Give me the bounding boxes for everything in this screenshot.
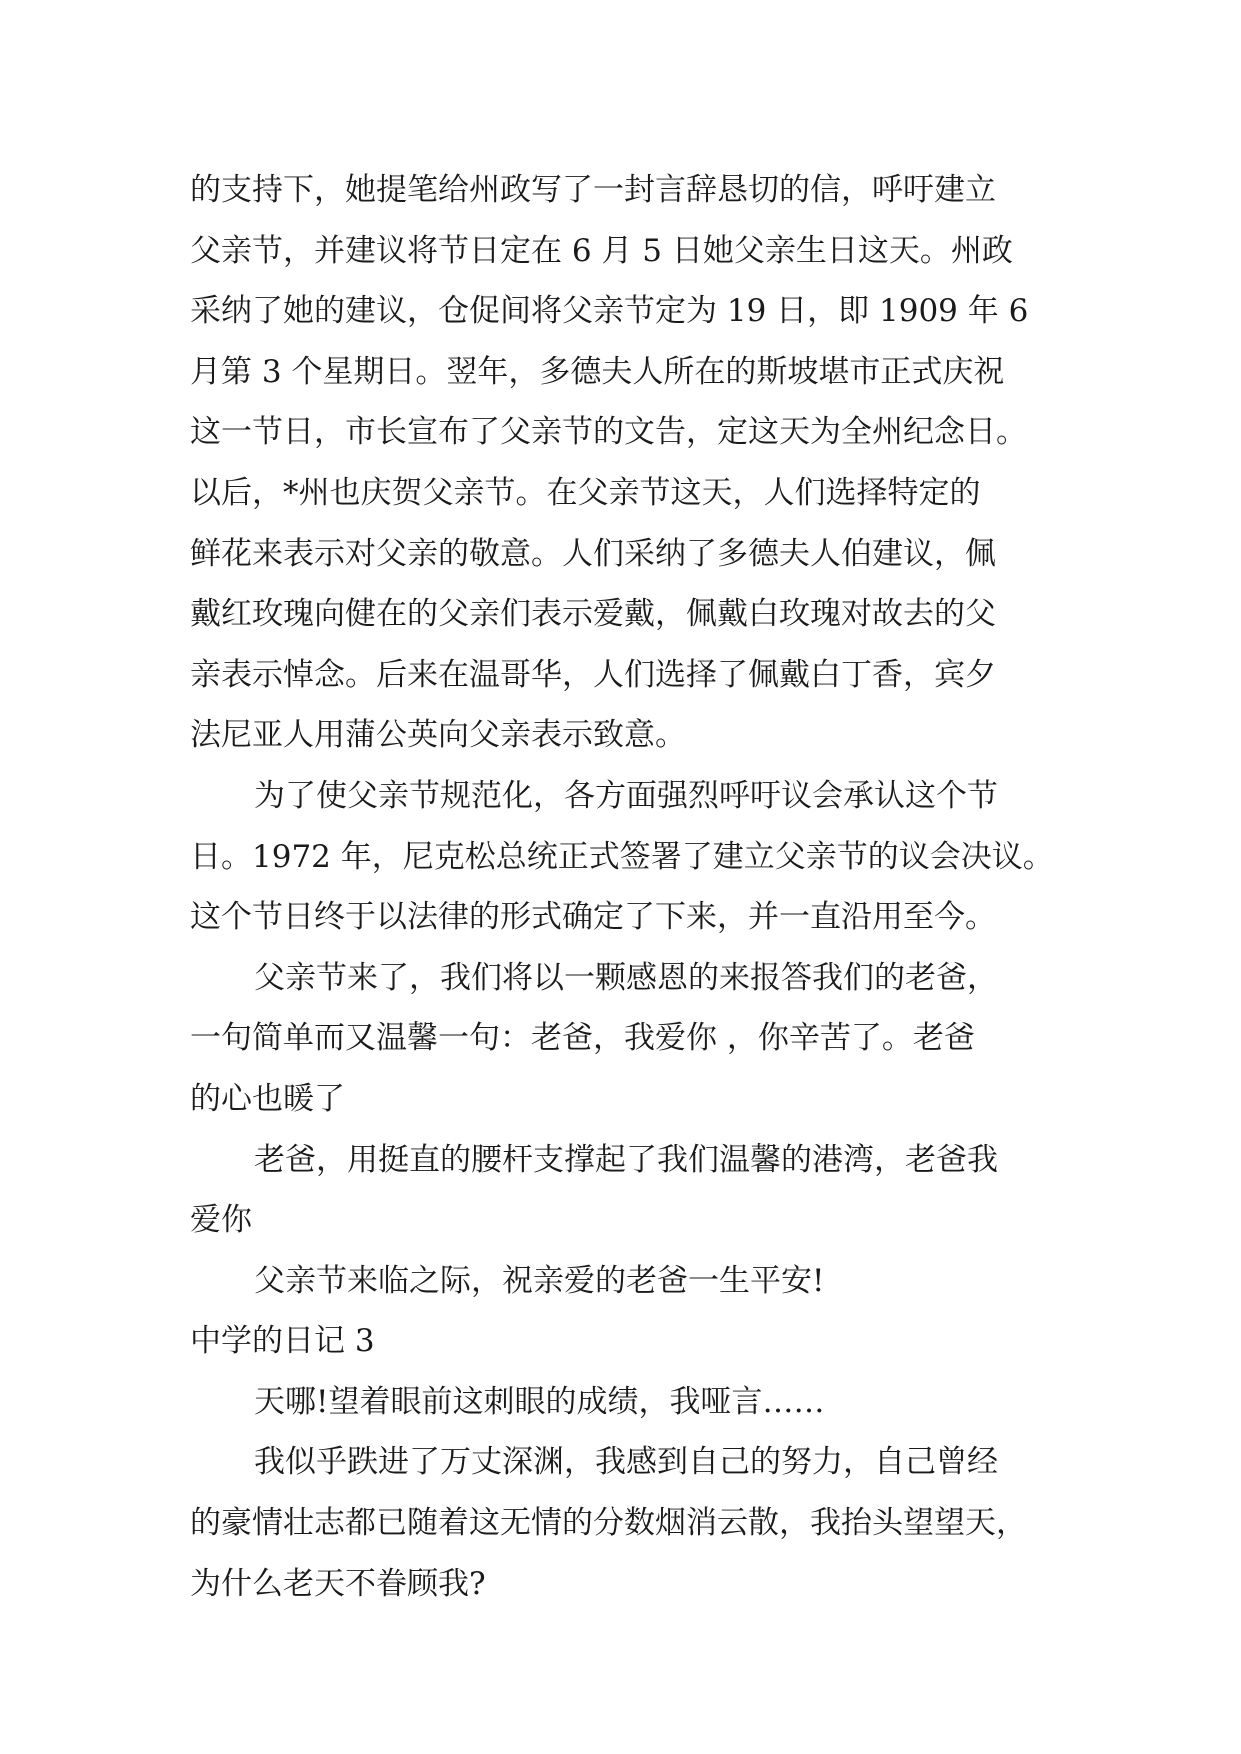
text-line: 月第 3 个星期日。翌年，多德夫人所在的斯坡堪市正式庆祝	[190, 353, 1005, 390]
text-line: 这一节日，市长宣布了父亲节的文告，定这天为全州纪念日。	[190, 414, 1027, 451]
text-line: 法尼亚人用蒲公英向父亲表示致意。	[190, 717, 686, 754]
text-line: 这个节日终于以法律的形式确定了下来，并一直沿用至今。	[190, 899, 996, 936]
text-line: 的心也暖了	[190, 1080, 345, 1117]
text-line: 父亲节，并建议将节日定在 6 月 5 日她父亲生日这天。州政	[190, 232, 1013, 269]
text-line: 中学的日记 3	[190, 1323, 375, 1360]
text-line: 采纳了她的建议，仓促间将父亲节定为 19 日，即 1909 年 6	[190, 293, 1029, 330]
text-line: 以后，*州也庆贺父亲节。在父亲节这天，人们选择特定的	[190, 474, 981, 511]
text-line: 爱你	[190, 1202, 252, 1239]
text-line: 戴红玫瑰向健在的父亲们表示爱戴，佩戴白玫瑰对故去的父	[190, 596, 996, 633]
text-line: 的豪情壮志都已随着这无情的分数烟消云散，我抬头望望天，	[190, 1505, 1027, 1542]
text-line: 我似乎跌进了万丈深渊，我感到自己的努力，自己曾经	[254, 1444, 998, 1481]
text-line: 父亲节来临之际，祝亲爱的老爸一生平安!	[254, 1262, 825, 1299]
document-body	[190, 160, 1070, 1614]
text-line: 天哪!望着眼前这刺眼的成绩，我哑言……	[254, 1383, 825, 1420]
text-line: 一句简单而又温馨一句：老爸，我爱你 ，你辛苦了。老爸	[190, 1020, 975, 1057]
text-line: 为了使父亲节规范化，各方面强烈呼吁议会承认这个节	[254, 777, 998, 814]
text-line: 鲜花来表示对父亲的敬意。人们采纳了多德夫人伯建议，佩	[190, 535, 996, 572]
text-line: 日。1972 年，尼克松总统正式签署了建立父亲节的议会决议。	[190, 838, 1054, 875]
text-line: 父亲节来了，我们将以一颗感恩的来报答我们的老爸，	[254, 959, 998, 996]
text-line: 的支持下，她提笔给州政写了一封言辞恳切的信，呼吁建立	[190, 172, 996, 208]
text-line: 老爸，用挺直的腰杆支撑起了我们温馨的港湾，老爸我	[254, 1141, 998, 1178]
text-line: 为什么老天不眷顾我?	[190, 1565, 486, 1602]
text-line: 亲表示悼念。后来在温哥华，人们选择了佩戴白丁香，宾夕	[190, 656, 996, 693]
